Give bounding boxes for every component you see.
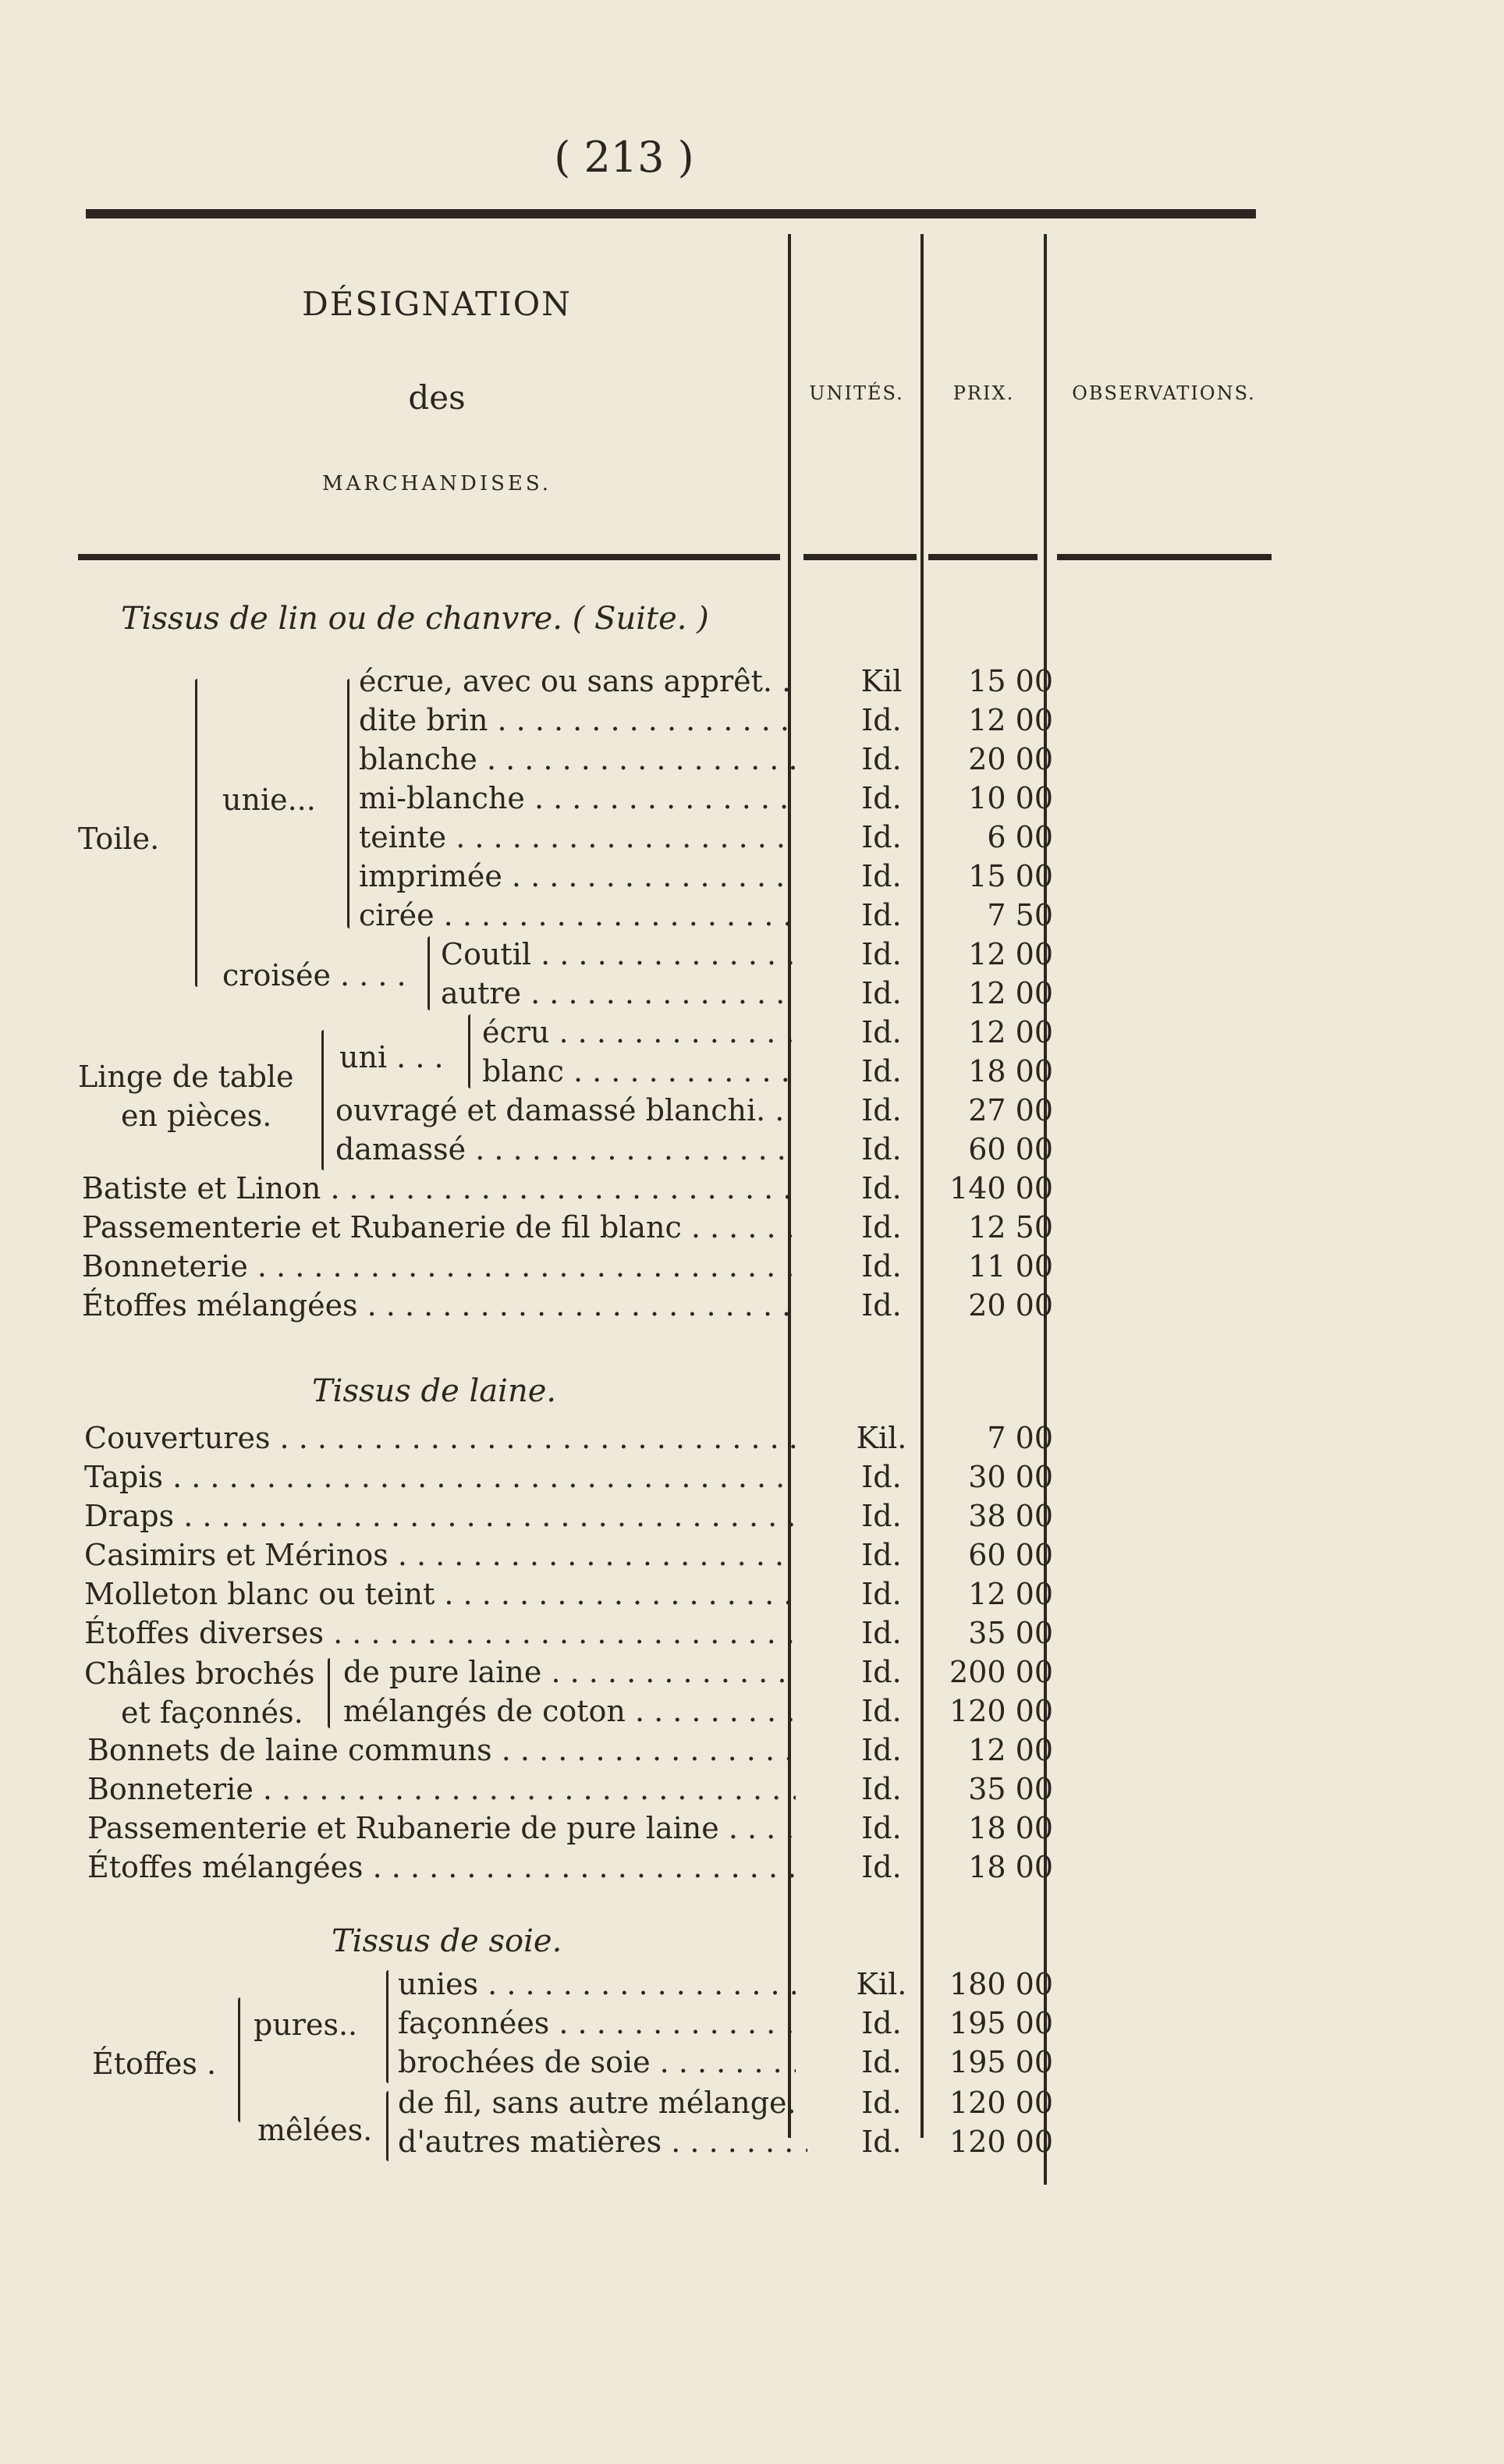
row-description: Étoffes mélangées . . . <box>82 1286 796 1325</box>
row-unit: Id. <box>861 820 902 854</box>
group-label-toile: Toile. <box>78 822 160 856</box>
row-price: 180 00 <box>949 1967 1053 2001</box>
row-description: cirée . . . <box>359 896 796 935</box>
row-unit: Id. <box>861 2006 902 2040</box>
row-description: dite brin . . . <box>359 701 796 740</box>
row-unit: Id. <box>861 1538 902 1572</box>
row-description: imprimée . . . <box>359 857 796 896</box>
row-price: 10 00 <box>968 781 1053 815</box>
group-label-linge: Linge de table <box>78 1060 294 1094</box>
row-price: 38 00 <box>968 1499 1053 1533</box>
brace-croisee <box>427 936 430 1010</box>
row-price: 18 00 <box>968 1850 1053 1884</box>
section-title-soie: Tissus de soie. <box>332 1923 562 1959</box>
row-price: 20 00 <box>968 1288 1053 1323</box>
row-price: 60 00 <box>968 1538 1053 1572</box>
row-price: 35 00 <box>968 1772 1053 1806</box>
row-unit: Id. <box>861 1733 902 1767</box>
row-description: mélangés de coton . . . <box>343 1692 796 1731</box>
row-description: Bonneterie . . . <box>82 1247 796 1286</box>
row-price: 140 00 <box>949 1171 1053 1205</box>
row-unit: Id. <box>861 1093 902 1127</box>
row-description: autre . . . <box>441 974 796 1013</box>
row-unit: Id. <box>861 781 902 815</box>
row-price: 12 00 <box>968 1015 1053 1049</box>
row-unit: Kil <box>860 664 903 698</box>
row-description: Étoffes mélangées . . . <box>87 1848 796 1887</box>
header-units: UNITÉS. <box>809 382 904 404</box>
row-unit: Id. <box>861 1249 902 1283</box>
header-price: PRIX. <box>952 382 1015 404</box>
row-unit: Id. <box>861 1577 902 1611</box>
row-unit: Id. <box>861 1616 902 1650</box>
row-unit: Id. <box>861 742 902 776</box>
row-description: d'autres matières . . . <box>398 2122 807 2161</box>
row-description: écrue, avec ou sans apprêt. . . . <box>359 662 796 701</box>
row-unit: Id. <box>861 2045 902 2079</box>
row-description: Couvertures . . . <box>84 1418 796 1457</box>
row-unit: Id. <box>861 1655 902 1689</box>
page-number: ( 213 ) <box>554 133 694 182</box>
row-unit: Id. <box>861 859 902 893</box>
row-price: 12 00 <box>968 937 1053 971</box>
row-price: 27 00 <box>968 1093 1053 1127</box>
brace-etoffes <box>238 1997 240 2122</box>
row-price: 12 00 <box>968 1733 1053 1767</box>
row-description: Passementerie et Rubanerie de pure laine . . . <box>87 1809 796 1848</box>
header-rule-observations <box>1057 554 1272 560</box>
row-price: 20 00 <box>968 742 1053 776</box>
row-price: 120 00 <box>949 2086 1053 2120</box>
group-label-pures: pures.. <box>254 2008 358 2042</box>
row-unit: Kil. <box>856 1967 907 2001</box>
row-description: Bonnets de laine communs . . . <box>87 1731 796 1770</box>
row-description: façonnées . . . <box>398 2004 796 2043</box>
top-rule <box>86 209 1256 218</box>
row-description: Draps . . . <box>84 1497 796 1536</box>
row-price: 195 00 <box>949 2045 1053 2079</box>
row-price: 18 00 <box>968 1054 1053 1088</box>
row-description: Tapis . . . <box>84 1457 796 1497</box>
row-unit: Id. <box>861 1015 902 1049</box>
row-price: 120 00 <box>949 1694 1053 1728</box>
row-price: 7 50 <box>987 898 1053 932</box>
row-description: Étoffes diverses . . . <box>84 1614 796 1653</box>
row-price: 18 00 <box>968 1811 1053 1845</box>
row-unit: Kil. <box>856 1421 907 1455</box>
row-unit: Id. <box>861 1772 902 1806</box>
row-unit: Id. <box>861 2125 902 2159</box>
header-marchandises: MARCHANDISES. <box>321 472 552 495</box>
header-rule-price <box>928 554 1038 560</box>
group-label-faconnes: et façonnés. <box>121 1695 303 1730</box>
row-price: 11 00 <box>968 1249 1053 1283</box>
row-price: 195 00 <box>949 2006 1053 2040</box>
row-unit: Id. <box>861 1054 902 1088</box>
row-price: 200 00 <box>949 1655 1053 1689</box>
group-label-croisee: croisée . . . . <box>222 958 406 992</box>
row-description: brochées de soie . . . <box>398 2043 796 2082</box>
row-unit: Id. <box>861 1460 902 1494</box>
section-title-laine: Tissus de laine. <box>312 1373 557 1409</box>
row-description: de fil, sans autre mélange. . . . <box>398 2083 807 2122</box>
row-price: 15 00 <box>968 664 1053 698</box>
row-description: ouvragé et damassé blanchi. . . . <box>335 1091 796 1130</box>
header-des: des <box>408 378 466 417</box>
brace-linge <box>321 1030 324 1170</box>
group-label-etoffes: Étoffes . <box>92 2047 217 2081</box>
row-unit: Id. <box>861 898 902 932</box>
brace-unie <box>347 679 349 928</box>
row-price: 35 00 <box>968 1616 1053 1650</box>
row-description: damassé . . . <box>335 1130 796 1169</box>
row-description: écru . . . <box>482 1013 796 1052</box>
group-label-unie: unie... <box>222 783 316 817</box>
row-unit: Id. <box>861 1210 902 1244</box>
row-description: blanc . . . <box>482 1052 796 1091</box>
row-description: Batiste et Linon . . . <box>82 1169 796 1208</box>
row-price: 30 00 <box>968 1460 1053 1494</box>
header-title: DÉSIGNATION <box>302 285 572 323</box>
row-unit: Id. <box>861 2086 902 2120</box>
brace-uni <box>468 1014 470 1088</box>
row-description: Coutil . . . <box>441 935 796 974</box>
row-unit: Id. <box>861 1850 902 1884</box>
row-unit: Id. <box>861 1811 902 1845</box>
row-unit: Id. <box>861 1694 902 1728</box>
row-price: 12 00 <box>968 1577 1053 1611</box>
row-description: Passementerie et Rubanerie de fil blanc . . . <box>82 1208 796 1247</box>
row-price: 7 00 <box>987 1421 1053 1455</box>
row-unit: Id. <box>861 1499 902 1533</box>
row-description: Molleton blanc ou teint . . . <box>84 1575 796 1614</box>
row-description: de pure laine . . . <box>343 1653 796 1692</box>
group-label-melees: mêlées. <box>257 2113 373 2147</box>
row-unit: Id. <box>861 1288 902 1323</box>
row-price: 15 00 <box>968 859 1053 893</box>
row-description: Casimirs et Mérinos . . . <box>84 1536 796 1575</box>
row-unit: Id. <box>861 976 902 1010</box>
row-description: teinte . . . <box>359 818 796 857</box>
row-price: 6 00 <box>987 820 1053 854</box>
row-description: blanche . . . <box>359 740 796 779</box>
row-unit: Id. <box>861 1132 902 1166</box>
brace-chales <box>328 1658 330 1728</box>
header-rule-designation <box>78 554 780 560</box>
brace-toile <box>195 679 197 987</box>
header-observations: OBSERVATIONS. <box>1072 382 1256 404</box>
section-title-lin: Tissus de lin ou de chanvre. ( Suite. ) <box>121 601 709 637</box>
row-price: 12 50 <box>968 1210 1053 1244</box>
row-description: unies . . . <box>398 1965 796 2004</box>
row-price: 60 00 <box>968 1132 1053 1166</box>
group-label-uni: uni . . . <box>339 1040 444 1074</box>
brace-melees <box>386 2091 388 2161</box>
row-description: mi-blanche . . . <box>359 779 796 818</box>
row-price: 12 00 <box>968 976 1053 1010</box>
row-unit: Id. <box>861 937 902 971</box>
row-price: 120 00 <box>949 2125 1053 2159</box>
group-label-en-pieces: en pièces. <box>121 1099 272 1133</box>
row-description: Bonneterie . . . <box>87 1770 796 1809</box>
group-label-chales: Châles brochés <box>84 1656 315 1691</box>
row-unit: Id. <box>861 1171 902 1205</box>
row-unit: Id. <box>861 703 902 737</box>
brace-pures <box>386 1970 388 2083</box>
row-price: 12 00 <box>968 703 1053 737</box>
header-rule-units <box>803 554 917 560</box>
